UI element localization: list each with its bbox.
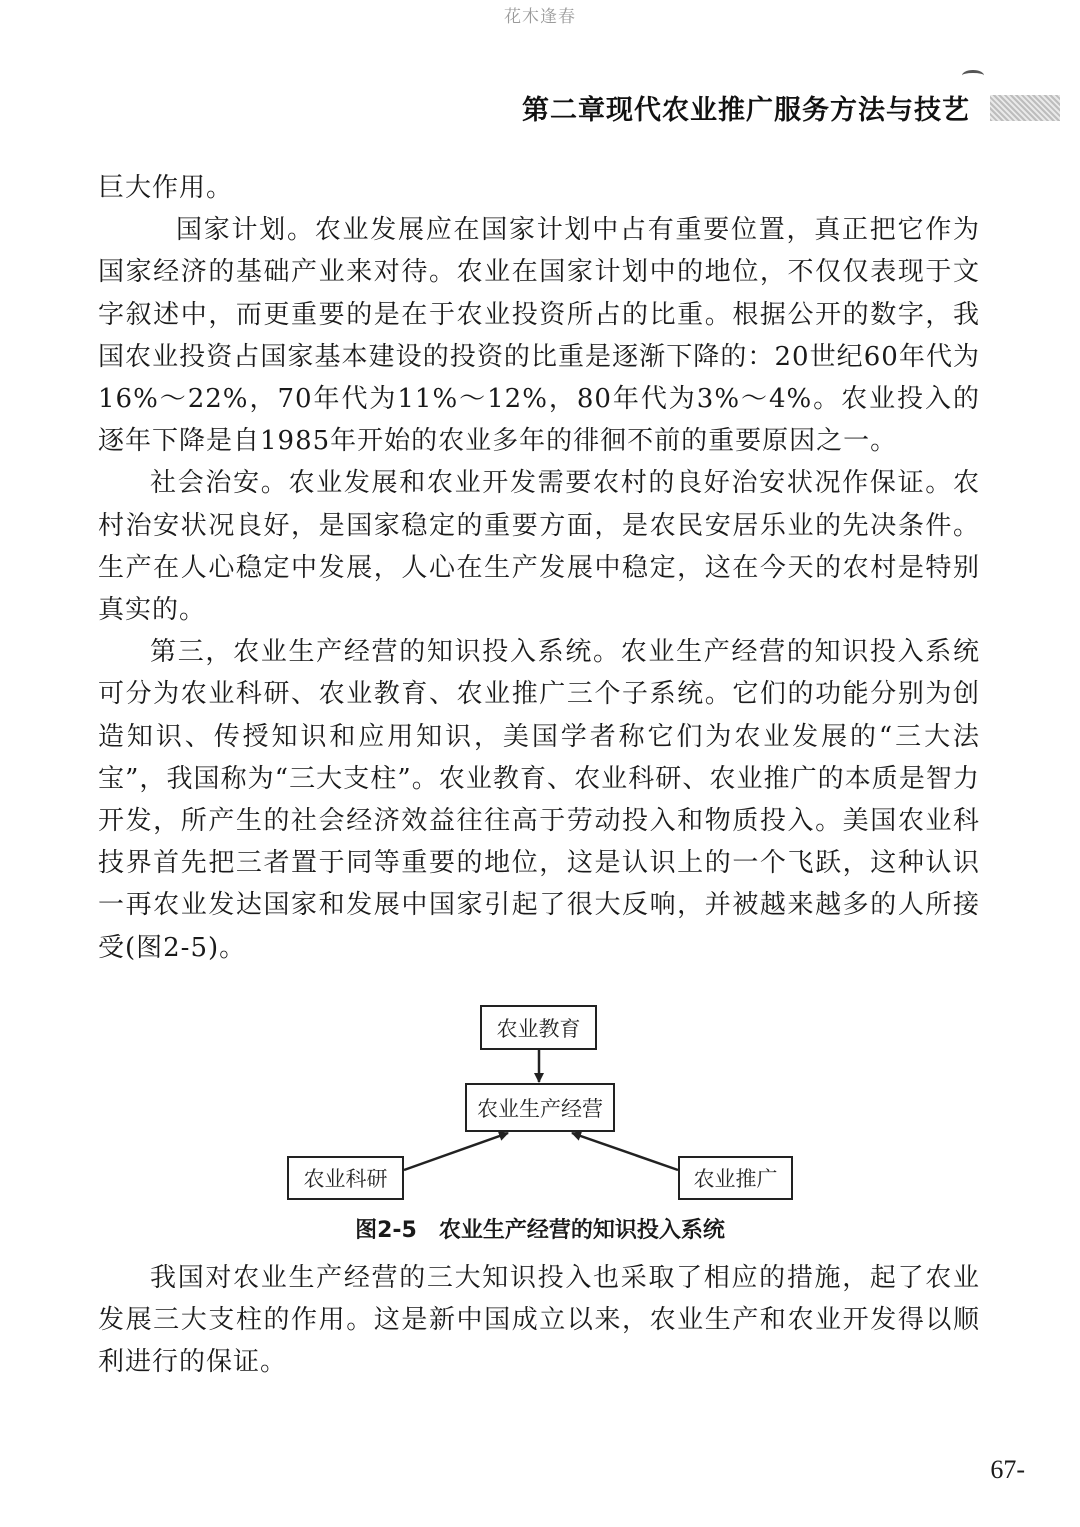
header-decoration: [990, 95, 1060, 121]
arrow-research-to-production: [404, 1133, 508, 1170]
watermark: 花木逢春: [504, 7, 576, 27]
header-ornament-icon: [962, 70, 984, 81]
paragraph-national-plan: 国家计划。农业发展应在国家计划中占有重要位置，真正把它作为国家经济的基础产业来对待。农业在国家计划中的地位，不仅仅表现于文字叙述中，而更重要的是在于农业投资所占的比重。根据公开的数字，我国农业投资占国家基本建设的投资的比重是逐渐下降的：20世纪60年代为16%～22%，70年代为11%～12%，80年代为3%～4%。农业投入的逐年下降是自1985年开始的农业多年的徘徊不前的重要原因之一。: [98, 215, 980, 457]
figure-title: 农业生产经营的知识投入系统: [438, 1218, 725, 1243]
node-agricultural-production: 农业生产经营: [465, 1083, 615, 1132]
node-agricultural-extension: 农业推广: [678, 1156, 793, 1200]
chapter-title: 第二章现代农业推广服务方法与技艺: [522, 95, 970, 126]
paragraph-public-security: 社会治安。农业发展和农业开发需要农村的良好治安状况作保证。农村治安状况良好，是国家稳定的重要方面，是农民安居乐业的先决条件。生产在人心稳定中发展，人心在生产发展中稳定，这在今天的农村是特别真实的。: [98, 468, 980, 626]
page-number: 67-: [990, 1455, 1025, 1484]
paragraph-continuation: 巨大作用。: [98, 173, 234, 203]
figure-diagram: [0, 1000, 1080, 1210]
figure-number: 图2-5: [355, 1218, 417, 1243]
body-text: [98, 167, 980, 969]
paragraph-knowledge-input: 第三，农业生产经营的知识投入系统。农业生产经营的知识投入系统可分为农业科研、农业教育、农业推广三个子系统。它们的功能分别为创造知识、传授知识和应用知识，美国学者称它们为农业发展的“三大法宝”，我国称为“三大支柱”。农业教育、农业科研、农业推广的本质是智力开发，所产生的社会经济效益往往高于劳动投入和物质投入。美国农业科技界首先把三者置于同等重要的地位，这是认识上的一个飞跃，这种认识一再农业发达国家和发展中国家引起了很大反响，并被越来越多的人所接受(图2-5)。: [98, 637, 980, 963]
body-text-closing: [98, 1257, 980, 1384]
paragraph-closing: 我国对农业生产经营的三大知识投入也采取了相应的措施，起了农业发展三大支柱的作用。这是新中国成立以来，农业生产和农业开发得以顺利进行的保证。: [98, 1263, 980, 1378]
node-agricultural-research: 农业科研: [287, 1156, 404, 1200]
node-agricultural-education: 农业教育: [480, 1005, 597, 1050]
figure-caption: [0, 1213, 1080, 1244]
arrow-extension-to-production: [572, 1133, 678, 1170]
